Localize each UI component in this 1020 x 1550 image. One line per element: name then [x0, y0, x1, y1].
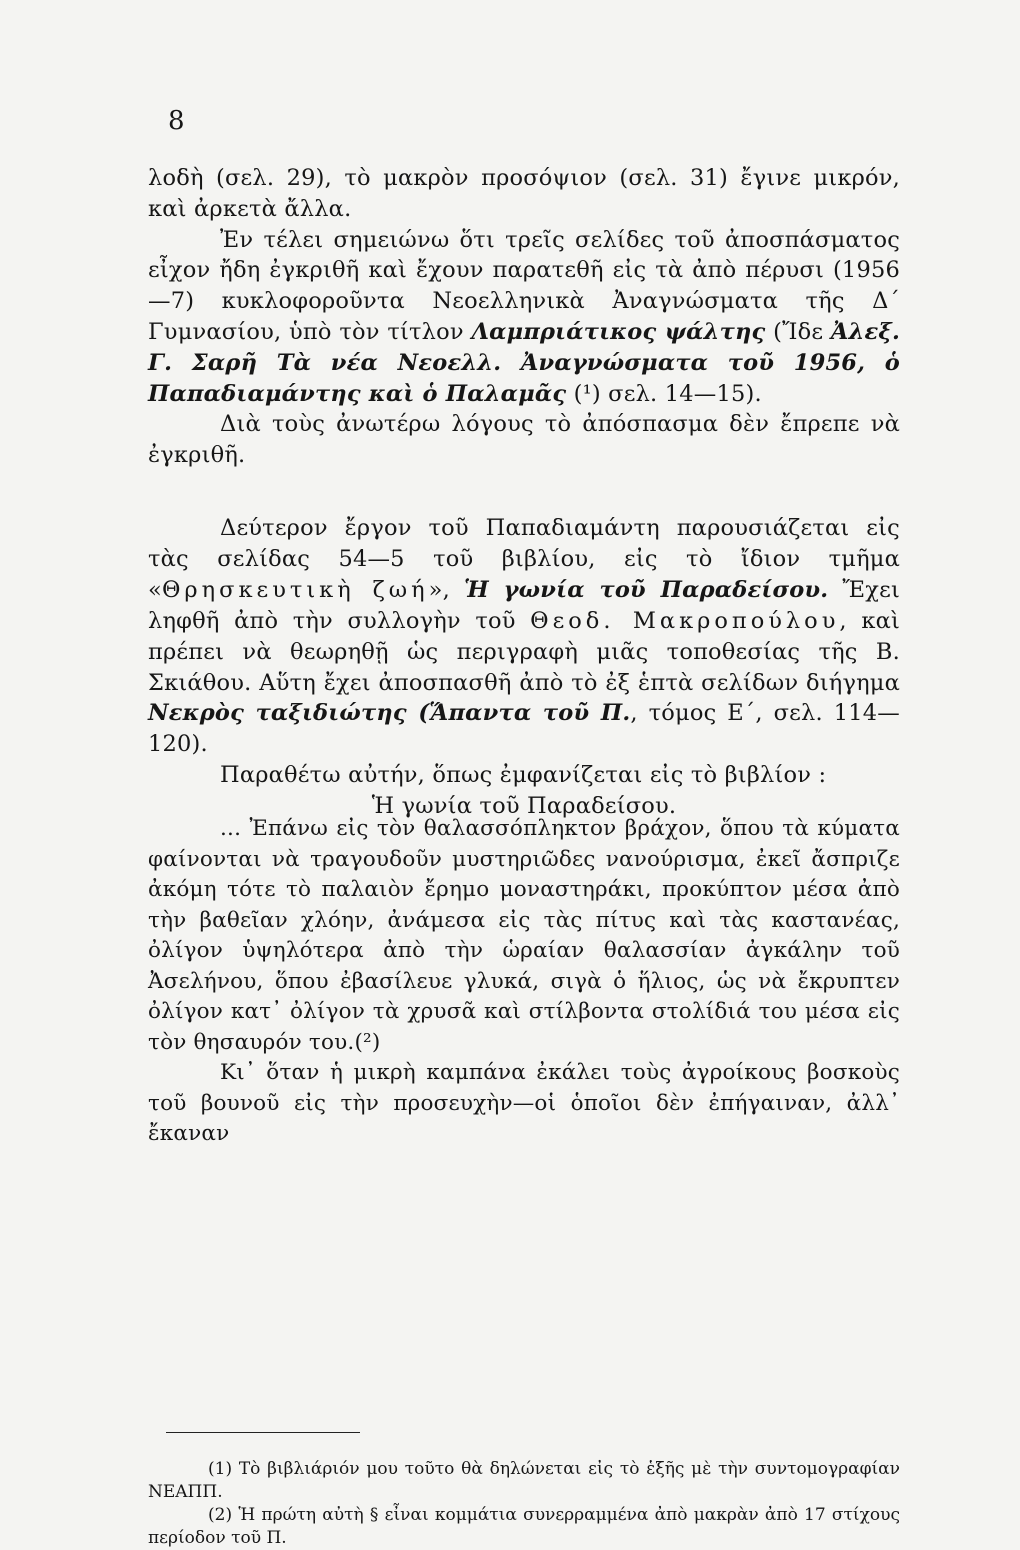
- title-gonia-paradeisou: Ἡ γωνία τοῦ Παραδείσου.: [464, 576, 829, 603]
- reference-sari: Ἀλεξ. Γ. Σαρῆ Τὰ νέα Νεοελλ. Ἀναγνώσματα τοῦ 1956, ὁ Παπαδιαμάντης καὶ ὁ Παλαμᾶς: [148, 318, 900, 407]
- title-nekros-taxidiotis: Νεκρὸς ταξιδιώτης (Ἅπαντα τοῦ Π.: [148, 700, 631, 727]
- spaced-section-name: Θρησκευτικὴ ζωή: [161, 576, 429, 603]
- quoted-text-block: [148, 814, 900, 1150]
- text-block-1: [148, 163, 900, 471]
- paragraph-4-after: »,: [428, 576, 465, 603]
- paragraph-4-mid: Ἔχει ληφθῆ ἀπὸ τὴν συλλογὴν τοῦ: [148, 576, 900, 634]
- paragraph-2: [148, 225, 900, 410]
- footnote-1: (1) Τὸ βιβλιάριόν μου τοῦτο θὰ δηλώνεται εἰς τὸ ἑξῆς μὲ τὴν συντομογραφίαν ΝΕΑΠΠ.: [148, 1459, 900, 1502]
- quoted-paragraph-2: Κι᾽ ὅταν ἡ μικρὴ καμπάνα ἐκάλει τοὺς ἀγροίκους βοσκοὺς τοῦ βουνοῦ εἰς τὴν προσευχὴν—οἱ ὁποῖοι δὲν ἐπήγαιναν, ἀλλ᾽ ἔκαναν: [148, 1060, 900, 1146]
- quoted-paragraph-1: ... Ἐπάνω εἰς τὸν θαλασσόπληκτον βράχον, ὅπου τὰ κύματα φαίνονται νὰ τραγουδοῦν μυστηριῶδες νανούρισμα, ἐκεῖ ἄσπριζε ἀκόμη τότε τὸ παλαιὸν ἔρημο μοναστηράκι, προκύπτον μέσα ἀπὸ τὴν βαθεῖαν χλόην, ἀνάμεσα εἰς τὰς πίτυς καὶ τὰς καστανέας, ὀλίγον ὑψηλότερα ἀπὸ τὴν ὡραίαν θαλασσίαν ἀγκάλην τοῦ Ἀσελήνου, ὅπου ἐβασίλευε γλυκά, σιγὰ ὁ ἥλιος, ὡς νὰ ἔκρυπτεν ὀλίγον κατ᾽ ὀλίγον τὰ χρυσᾶ καὶ στίλβοντα στολίδιά του μέσα εἰς τὸν θησαυρόν του.(²): [148, 816, 900, 1055]
- paragraph-2-end: (¹) σελ. 14—15).: [566, 380, 762, 407]
- footnotes: [148, 1458, 900, 1550]
- title-lampriatikos-psaltis: Λαμπριάτικος ψάλτης: [471, 318, 766, 345]
- quoted-heading: Ἡ γωνία τοῦ Παραδείσου.: [371, 793, 677, 820]
- paragraph-4-start: Δεύτερον ἔργον τοῦ Παπαδιαμάντη παρουσιάζεται εἰς τὰς σελίδας 54—5 τοῦ βιβλίου, εἰς τὸ ἴδιον τμῆμα «: [148, 515, 900, 603]
- page-number: 8: [168, 106, 185, 136]
- paragraph-4-end: , τόμος Ε΄, σελ. 114—120).: [148, 700, 900, 758]
- paragraph-1: λοδὴ (σελ. 29), τὸ μακρὸν προσόψιον (σελ. 31) ἔγινε μικρόν, καὶ ἀρκετὰ ἄλλα.: [148, 165, 900, 222]
- paragraph-2-mid: (Ἴδε: [765, 318, 831, 345]
- paragraph-5: Παραθέτω αὐτήν, ὅπως ἐμφανίζεται εἰς τὸ βιβλίον :: [220, 762, 827, 789]
- paragraph-4: [148, 513, 900, 760]
- spaced-author-name: Θεοδ. Μακροπούλου: [530, 607, 840, 634]
- paragraph-2-text: Ἐν τέλει σημειώνω ὅτι τρεῖς σελίδες τοῦ ἀποσπάσματος εἶχον ἤδη ἐγκριθῆ καὶ ἔχουν παρατεθῆ εἰς τὰ ἀπὸ πέρυσι (1956—7) κυκλοφοροῦντα Νεοελληνικὰ Ἀναγνώσματα τῆς Δ΄ Γυμνασίου, ὑπὸ τὸν τίτλον: [148, 226, 900, 345]
- paragraph-4-mid2: , καὶ πρέπει νὰ θεωρηθῇ ὡς περιγραφὴ μιᾶς τοποθεσίας τῆς Β. Σκιάθου. Αὕτη ἔχει ἀποσπασθῆ ἀπὸ τὸ ἐξ ἑπτὰ σελίδων διήγημα: [148, 607, 900, 696]
- footnote-2: (2) Ἡ πρώτη αὐτὴ § εἶναι κομμάτια συνερραμμένα ἀπὸ μακρὰν ἀπὸ 17 στίχους περίοδον τοῦ Π.: [148, 1505, 900, 1548]
- footnote-divider: [166, 1432, 360, 1433]
- paragraph-3: Διὰ τοὺς ἀνωτέρω λόγους τὸ ἀπόσπασμα δὲν ἔπρεπε νὰ ἐγκριθῆ.: [148, 411, 900, 469]
- text-block-2: [148, 513, 900, 822]
